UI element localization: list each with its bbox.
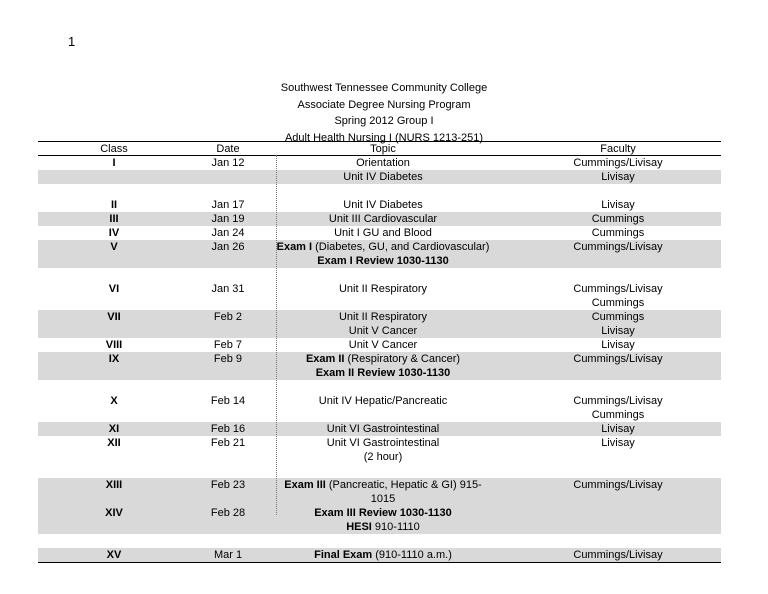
- class-number: VII: [107, 311, 121, 323]
- topic: [276, 198, 490, 212]
- faculty: Cummings/Livisay: [573, 283, 663, 295]
- class-number: XV: [106, 549, 122, 561]
- topic: [276, 310, 490, 324]
- topic-text: (Respiratory & Cancer): [344, 353, 461, 365]
- table-row: [38, 464, 721, 478]
- topic-text: Exam I: [276, 241, 313, 253]
- topic-text: (Diabetes, GU, and Cardiovascular): [312, 241, 490, 253]
- col-class: Class: [100, 143, 128, 155]
- class-number: I: [112, 157, 116, 169]
- faculty: Cummings: [591, 213, 645, 225]
- table-row: [38, 296, 721, 310]
- topic: [276, 422, 490, 436]
- topic-text: Unit VI Gastrointestinal: [326, 437, 440, 449]
- table-row: [38, 184, 721, 198]
- table-row: [38, 254, 721, 268]
- topic: [276, 366, 490, 380]
- class-number: VI: [108, 283, 120, 295]
- class-date: Feb 16: [210, 423, 246, 435]
- topic-text: Unit II Respiratory: [338, 311, 428, 323]
- faculty: Cummings/Livisay: [573, 395, 663, 407]
- topic: [276, 212, 490, 226]
- topic: [276, 478, 490, 492]
- column-divider: [276, 155, 277, 515]
- faculty: Livisay: [601, 423, 635, 435]
- faculty: Livisay: [601, 199, 635, 211]
- class-date: Feb 28: [210, 507, 246, 519]
- table-row: [38, 338, 721, 352]
- topic-text: Exam II Review 1030-1130: [315, 367, 451, 379]
- faculty: Livisay: [601, 325, 635, 337]
- table-row: [38, 352, 721, 366]
- table-row: [38, 478, 721, 492]
- schedule-table: [38, 141, 721, 563]
- table-row: [38, 548, 721, 563]
- class-date: Feb 2: [213, 311, 243, 323]
- table-row: [38, 422, 721, 436]
- table-row: [38, 170, 721, 184]
- table-row: [38, 506, 721, 520]
- faculty: Cummings: [591, 297, 645, 309]
- faculty: Livisay: [601, 339, 635, 351]
- table-row: [38, 240, 721, 254]
- class-number: XIII: [105, 479, 123, 491]
- class-date: Jan 24: [211, 227, 245, 239]
- class-date: Jan 12: [211, 157, 245, 169]
- program-name: Associate Degree Nursing Program: [297, 98, 471, 111]
- topic-text: (2 hour): [363, 451, 403, 463]
- topic-text: 910-1110: [371, 521, 420, 533]
- table-row: [38, 310, 721, 324]
- class-date: Jan 17: [211, 199, 245, 211]
- topic: [276, 170, 490, 184]
- schedule-rows: [38, 156, 721, 563]
- topic-text: Unit V Cancer: [348, 325, 418, 337]
- class-date: Jan 26: [211, 241, 245, 253]
- topic: [276, 240, 490, 254]
- college-name: Southwest Tennessee Community College: [280, 82, 488, 94]
- class-date: Feb 14: [210, 395, 246, 407]
- class-date: Jan 31: [211, 283, 245, 295]
- table-row: [38, 366, 721, 380]
- topic: [276, 506, 490, 520]
- topic: [276, 492, 490, 506]
- topic-text: Exam II: [305, 353, 345, 365]
- faculty: Cummings: [591, 227, 645, 239]
- table-row: [38, 534, 721, 548]
- faculty: Cummings: [591, 409, 645, 421]
- topic-text: (Pancreatic, Hepatic & GI) 915-: [325, 479, 482, 491]
- topic: [276, 450, 490, 464]
- class-number: V: [110, 241, 118, 253]
- topic: [276, 226, 490, 240]
- topic: [276, 520, 490, 534]
- faculty: Cummings/Livisay: [573, 241, 663, 253]
- table-row: [38, 380, 721, 394]
- topic-text: Exam III: [284, 479, 326, 491]
- table-row: [38, 226, 721, 240]
- topic: [276, 436, 490, 450]
- topic: [276, 338, 490, 352]
- topic: [276, 156, 490, 170]
- class-date: Feb 23: [210, 479, 246, 491]
- class-number: IV: [108, 227, 120, 239]
- topic-text: 1015: [370, 493, 396, 505]
- topic-text: HESI: [346, 521, 372, 533]
- class-number: XII: [107, 437, 121, 449]
- topic-text: Unit VI Gastrointestinal: [326, 423, 440, 435]
- topic-text: Unit IV Hepatic/Pancreatic: [318, 395, 448, 407]
- column-header-row: [38, 141, 721, 156]
- topic-text: Unit II Respiratory: [338, 283, 428, 295]
- class-number: IX: [108, 353, 120, 365]
- table-row: [38, 156, 721, 170]
- topic-text: Exam I Review 1030-1130: [317, 255, 449, 267]
- class-date: Feb 21: [210, 437, 246, 449]
- table-row: [38, 324, 721, 338]
- table-row: [38, 268, 721, 282]
- term-group: Spring 2012 Group I: [334, 115, 434, 127]
- class-date: Jan 19: [211, 213, 245, 225]
- table-row: [38, 450, 721, 464]
- topic-text: Exam III Review 1030-1130: [314, 507, 452, 519]
- class-date: Feb 7: [213, 339, 243, 351]
- topic: [276, 548, 490, 562]
- faculty: Cummings/Livisay: [573, 549, 663, 561]
- topic: [276, 394, 490, 408]
- col-topic: Topic: [370, 143, 396, 155]
- class-number: XIV: [105, 507, 123, 519]
- faculty: Cummings/Livisay: [573, 479, 663, 491]
- table-row: [38, 520, 721, 534]
- faculty: Livisay: [601, 171, 635, 183]
- class-date: Mar 1: [213, 549, 243, 561]
- table-row: [38, 492, 721, 506]
- table-row: [38, 394, 721, 408]
- class-date: Feb 9: [213, 353, 243, 365]
- class-number: II: [110, 199, 118, 211]
- topic: [276, 352, 490, 366]
- topic-text: Unit IV Diabetes: [343, 199, 423, 211]
- topic-text: (910-1110 a.m.): [372, 549, 452, 561]
- table-row: [38, 408, 721, 422]
- table-row: [38, 198, 721, 212]
- topic: [276, 282, 490, 296]
- topic-text: Unit IV Diabetes: [343, 171, 423, 183]
- topic-text: Unit III Cardiovascular: [328, 213, 438, 225]
- faculty: Cummings: [591, 311, 645, 323]
- table-row: [38, 436, 721, 450]
- topic-text: Orientation: [356, 157, 410, 169]
- table-row: [38, 212, 721, 226]
- page-number: 1: [68, 34, 76, 49]
- table-row: [38, 282, 721, 296]
- topic-text: Final Exam: [314, 549, 373, 561]
- course-title: Adult Health Nursing I (NURS 1213-251): [284, 131, 484, 144]
- class-number: III: [109, 213, 119, 225]
- faculty: Livisay: [601, 437, 635, 449]
- topic: [276, 254, 490, 268]
- topic: [276, 324, 490, 338]
- faculty: Cummings/Livisay: [573, 353, 663, 365]
- class-number: VIII: [105, 339, 123, 351]
- topic-text: Unit V Cancer: [348, 339, 418, 351]
- faculty: Cummings/Livisay: [573, 157, 663, 169]
- topic-text: Unit I GU and Blood: [334, 227, 432, 239]
- document-header: [276, 80, 492, 146]
- col-faculty: Faculty: [600, 143, 636, 155]
- class-number: XI: [108, 423, 120, 435]
- col-date: Date: [216, 143, 240, 155]
- class-number: X: [110, 395, 118, 407]
